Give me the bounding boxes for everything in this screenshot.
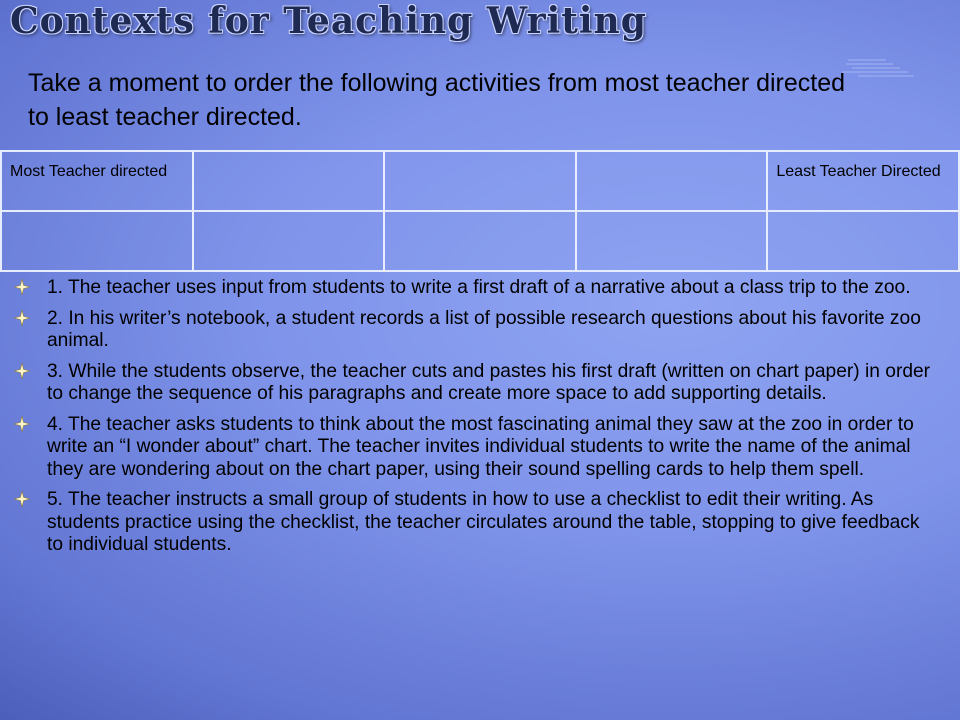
table-row bbox=[1, 151, 959, 211]
activity-text: 3. While the students observe, the teacher cuts and pastes his first draft (written on chart paper) in order to change the sequence of his paragraphs and create more space to add supporting details. bbox=[47, 360, 931, 404]
list-item bbox=[14, 489, 939, 557]
answer-slot-cell bbox=[767, 211, 959, 271]
sparkle-star-icon bbox=[14, 491, 30, 507]
most-teacher-directed-cell: Most Teacher directed bbox=[1, 151, 193, 211]
instructions-text: Take a moment to order the following activities from most teacher directed to least teacher directed. bbox=[28, 69, 846, 131]
list-item bbox=[14, 277, 939, 300]
activity-list bbox=[14, 277, 939, 565]
activity-text: 2. In his writer’s notebook, a student records a list of possible research questions about his favorite zoo animal. bbox=[47, 307, 921, 351]
list-item bbox=[14, 414, 939, 482]
list-item bbox=[14, 361, 939, 406]
answer-slot-cell bbox=[384, 211, 576, 271]
order-slot-cell bbox=[576, 151, 768, 211]
ordering-table bbox=[0, 150, 960, 272]
sparkle-star-icon bbox=[14, 363, 30, 379]
activity-text: 4. The teacher asks students to think about the most fascinating animal they saw at the zoo in order to write an “I wonder about” chart. The teacher invites individual students to write the name of the animal they are wondering about on the chart paper, using their sound spelling cards to help them spell. bbox=[47, 413, 914, 480]
activity-text: 1. The teacher uses input from students to write a first draft of a narrative about a class trip to the zoo. bbox=[47, 277, 911, 298]
slide-title: Contexts for Teaching Writing bbox=[10, 0, 647, 42]
order-slot-cell bbox=[193, 151, 385, 211]
answer-slot-cell bbox=[1, 211, 193, 271]
sparkle-star-icon bbox=[14, 416, 30, 432]
sparkle-star-icon bbox=[14, 279, 30, 295]
answer-slot-cell bbox=[576, 211, 768, 271]
answer-slot-cell bbox=[193, 211, 385, 271]
list-item bbox=[14, 308, 939, 353]
sparkle-star-icon bbox=[14, 310, 30, 326]
order-slot-cell bbox=[384, 151, 576, 211]
activity-text: 5. The teacher instructs a small group of students in how to use a checklist to edit their writing. As students practice using the checklist, the teacher circulates around the table, stopping to give feedback to individual students. bbox=[47, 489, 920, 555]
least-teacher-directed-cell: Least Teacher Directed bbox=[767, 151, 959, 211]
table-row bbox=[1, 211, 959, 271]
